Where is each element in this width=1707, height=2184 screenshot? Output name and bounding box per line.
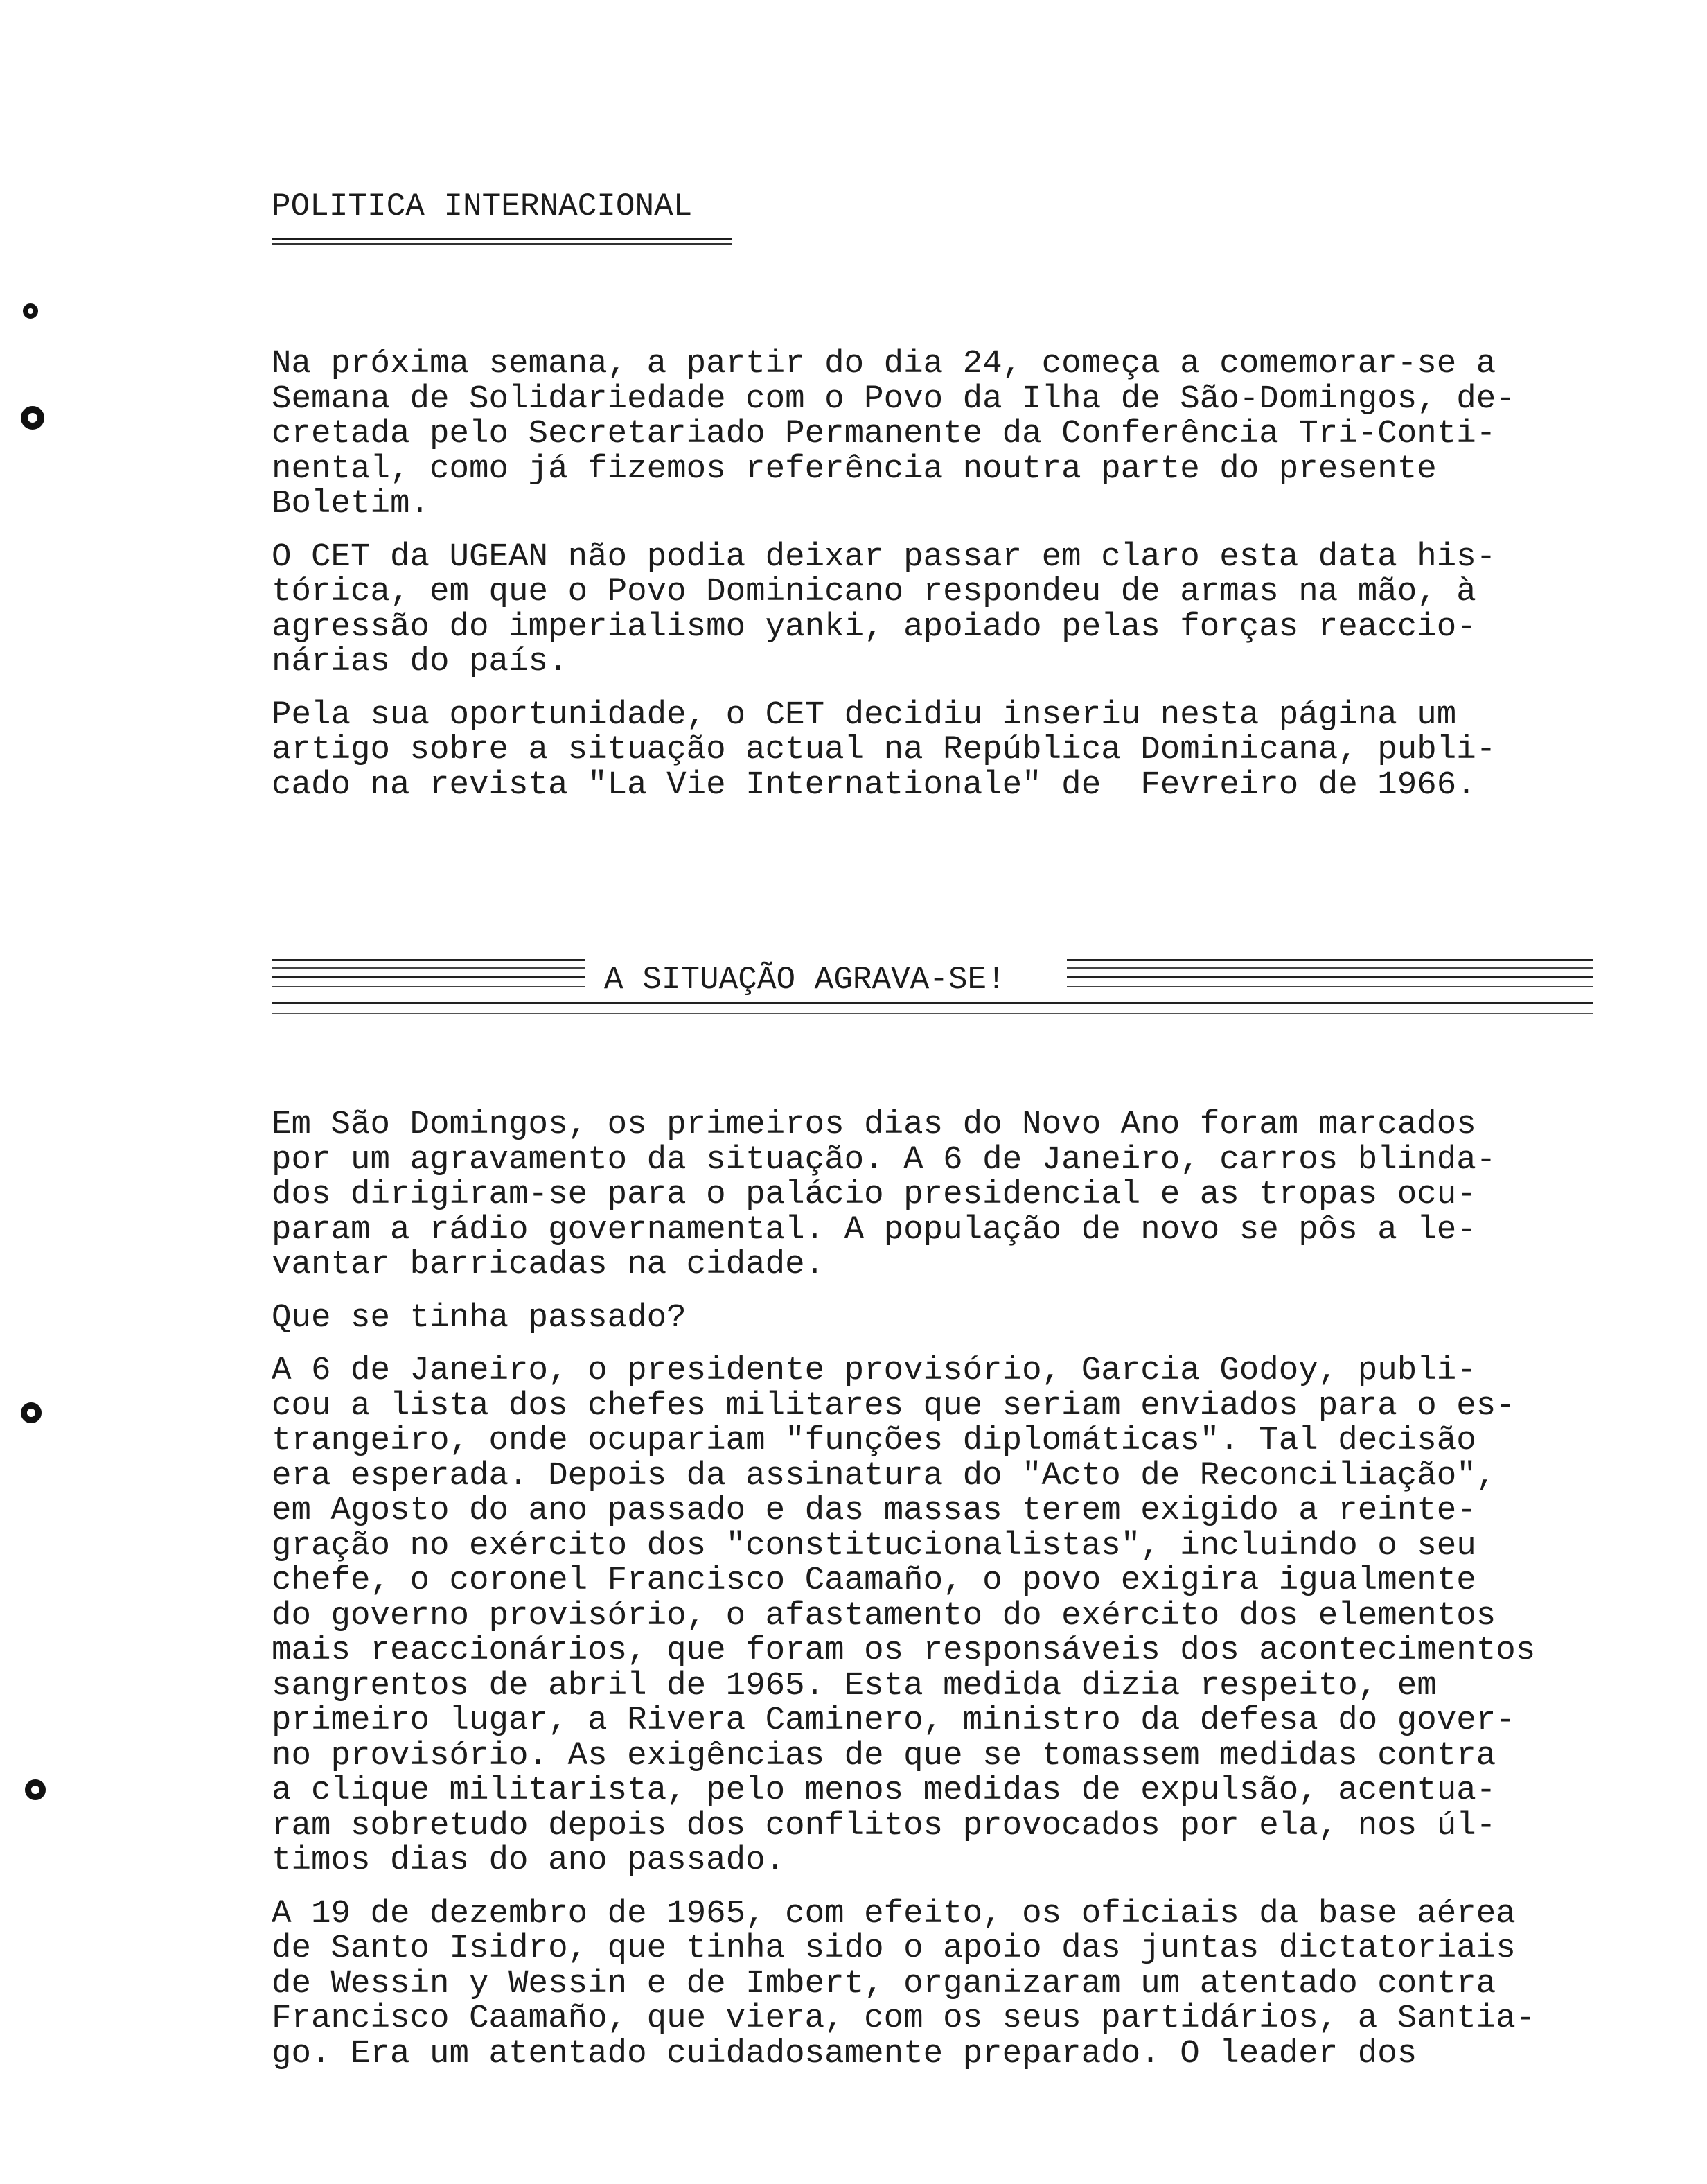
paragraph — [272, 1107, 1616, 1283]
text-line: sangrentos de abril de 1965. Esta medida dizia respeito, em — [272, 1666, 1437, 1705]
paragraph — [272, 540, 1616, 680]
text-line: nental, como já fizemos referência noutra parte do presente — [272, 450, 1437, 488]
text-line: Boletim. — [272, 485, 430, 522]
paragraph — [272, 698, 1616, 803]
text-line: chefe, o coronel Francisco Caamaño, o povo exigira igualmente — [272, 1562, 1476, 1599]
text-line: de Santo Isidro, que tinha sido o apoio das juntas dictatoriais — [272, 1930, 1516, 1967]
text-line: Que se tinha passado? — [272, 1298, 687, 1337]
text-line: dos dirigiram-se para o palácio presidencial e as tropas ocu- — [272, 1176, 1476, 1213]
text-line: agressão do imperialismo yanki, apoiado pelas forças reaccio- — [272, 608, 1476, 646]
punch-hole-icon — [21, 406, 44, 430]
paragraph — [272, 1896, 1616, 2072]
text-line: A 6 de Janeiro, o presidente provisório, Garcia Godoy, publi- — [272, 1352, 1476, 1389]
text-line: go. Era um atentado cuidadosamente preparado. O leader dos — [272, 2034, 1417, 2072]
text-line: Na próxima semana, a partir do dia 24, começa a comemorar-se a — [272, 345, 1496, 382]
section-title-underline — [272, 243, 732, 245]
paragraph — [272, 346, 1616, 522]
text-line: nárias do país. — [272, 643, 568, 680]
text-line: por um agravamento da situação. A 6 de Janeiro, carros blinda- — [272, 1141, 1496, 1179]
heading-rules-left — [272, 958, 585, 1009]
text-line: cado na revista "La Vie Internationale" de Fevreiro de 1966. — [272, 766, 1476, 804]
punch-hole-icon — [25, 1779, 46, 1800]
text-line: O CET da UGEAN não podia deixar passar em claro esta data his- — [272, 538, 1496, 576]
text-line: em Agosto do ano passado e das massas terem exigido a reinte- — [272, 1492, 1476, 1529]
text-line: no provisório. As exigências de que se tomassem medidas contra — [272, 1736, 1496, 1774]
text-line: tórica, em que o Povo Dominicano respondeu de armas na mão, à — [272, 573, 1476, 610]
section-title-underline — [272, 238, 732, 240]
punch-hole-icon — [23, 303, 38, 319]
text-line: ram sobretudo depois dos conflitos provocados por ela, nos úl- — [272, 1806, 1496, 1844]
text-line: timos dias do ano passado. — [272, 1842, 786, 1879]
text-line: de Wessin y Wessin e de Imbert, organizaram um atentado contra — [272, 1964, 1496, 2002]
heading-rule-bottom — [272, 1013, 1593, 1014]
text-line: vantar barricadas na cidade. — [272, 1246, 825, 1283]
text-line: param a rádio governamental. A população de novo se pôs a le- — [272, 1210, 1476, 1249]
text-line: gração no exército dos "constitucionalistas", incluindo o seu — [272, 1526, 1476, 1565]
text-line: era esperada. Depois da assinatura do "Acto de Reconciliação", — [272, 1456, 1496, 1495]
text-line: do governo provisório, o afastamento do exército dos elementos — [272, 1596, 1496, 1635]
text-line: A 19 de dezembro de 1965, com efeito, os oficiais da base aérea — [272, 1894, 1516, 1932]
text-line: primeiro lugar, a Rivera Caminero, ministro da defesa do gover- — [272, 1702, 1516, 1739]
article-heading: A SITUAÇÃO AGRAVA-SE! — [604, 962, 1006, 998]
punch-hole-icon — [21, 1402, 42, 1423]
text-line: cretada pelo Secretariado Permanente da Conferência Tri-Conti- — [272, 415, 1496, 452]
paragraph — [272, 1298, 1616, 1337]
text-line: a clique militarista, pelo menos medidas de expulsão, acentua- — [272, 1772, 1496, 1809]
paragraph — [272, 1353, 1616, 1878]
text-line: artigo sobre a situação actual na República Dominicana, publi- — [272, 731, 1496, 768]
heading-rule-bottom — [272, 1002, 1593, 1004]
article-body — [272, 1107, 1616, 2071]
section-title: POLITICA INTERNACIONAL — [272, 188, 693, 224]
intro-text — [272, 346, 1616, 802]
text-line: mais reaccionários, que foram os responsáveis dos acontecimentos — [272, 1632, 1536, 1669]
text-line: Francisco Caamaño, que viera, com os seus partidários, a Santia- — [272, 2000, 1536, 2037]
text-line: Semana de Solidariedade com o Povo da Ilha de São-Domingos, de- — [272, 380, 1516, 418]
text-line: cou a lista dos chefes militares que seriam enviados para o es- — [272, 1386, 1516, 1425]
text-line: Em São Domingos, os primeiros dias do Novo Ano foram marcados — [272, 1106, 1476, 1143]
text-line: trangeiro, onde ocupariam "funções diplomáticas". Tal decisão — [272, 1422, 1476, 1459]
heading-rules-right — [1067, 958, 1593, 1009]
text-line: Pela sua oportunidade, o CET decidiu inseriu nesta página um — [272, 696, 1457, 734]
